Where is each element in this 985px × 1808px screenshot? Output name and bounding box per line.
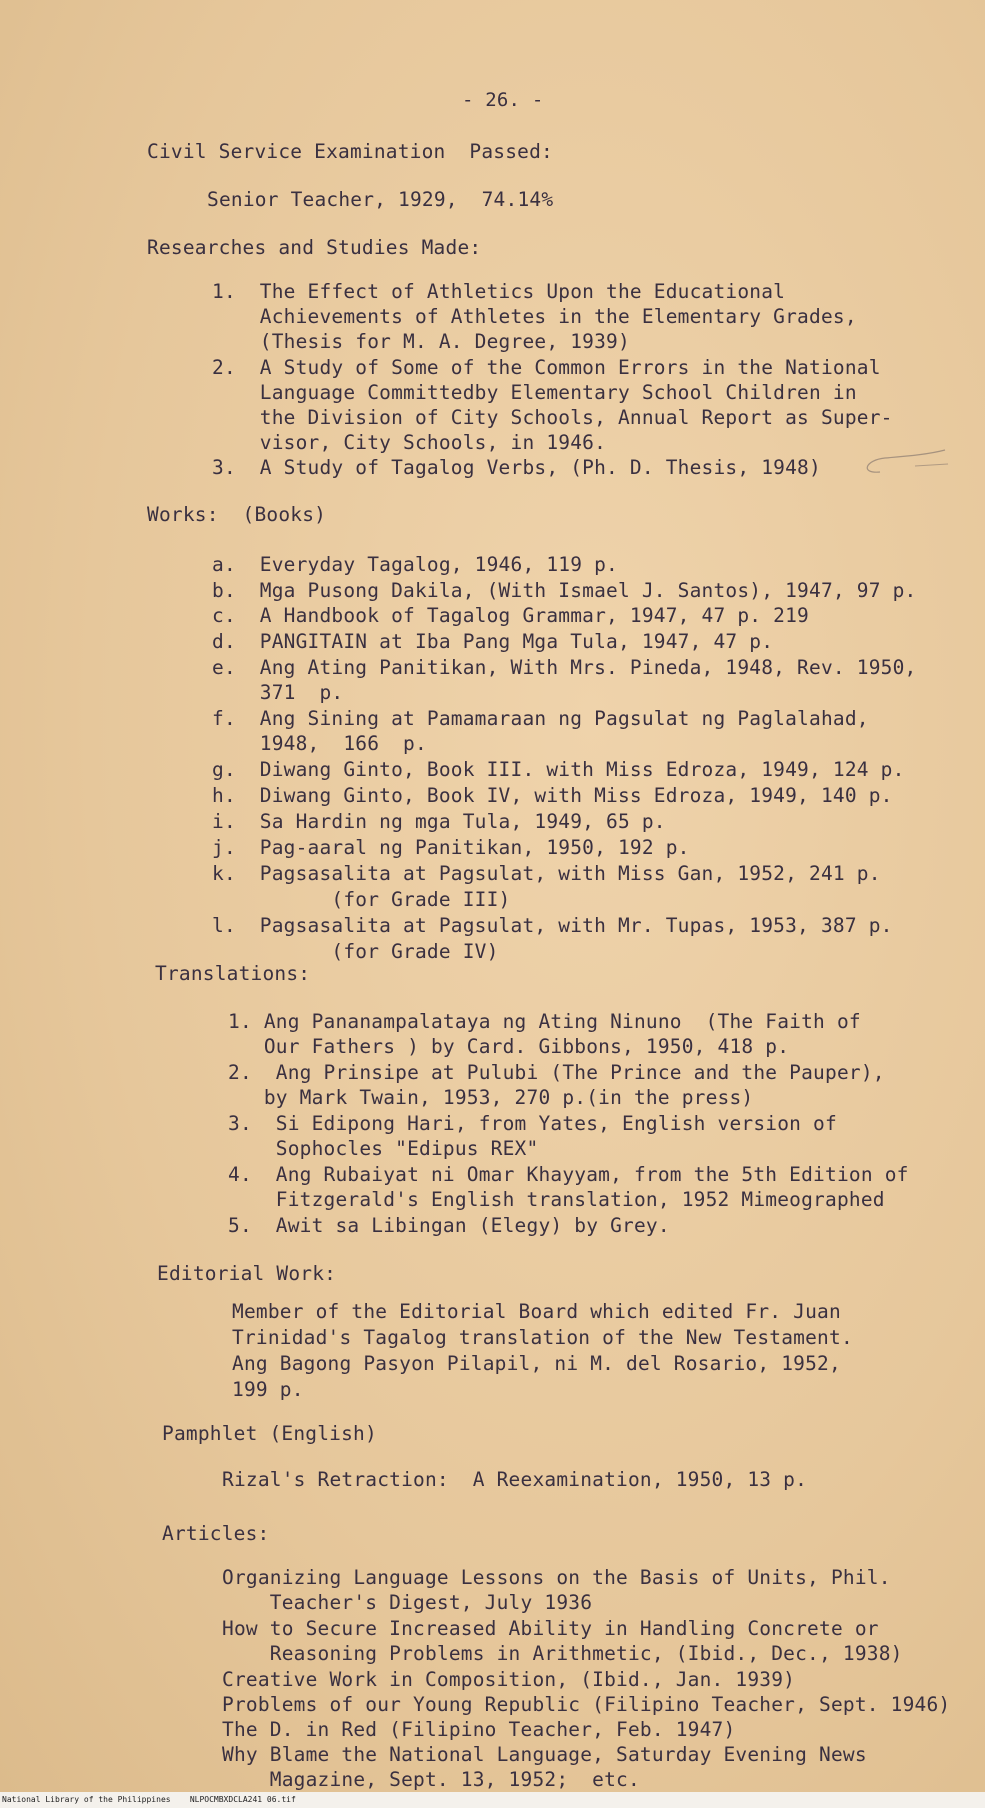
civil-service-item: Senior Teacher, 1929, 74.14% xyxy=(207,188,554,211)
pamphlet-item: Rizal's Retraction: A Reexamination, 1950, 13 p. xyxy=(222,1468,808,1491)
list-item: Magazine, Sept. 13, 1952; etc. xyxy=(222,1768,640,1791)
list-item: (for Grade IV) xyxy=(212,940,499,963)
paragraph-line: Member of the Editorial Board which edited Fr. Juan xyxy=(232,1300,841,1323)
list-item: by Mark Twain, 1953, 270 p.(in the press) xyxy=(228,1086,754,1109)
list-item: (for Grade III) xyxy=(212,888,511,911)
translations-heading: Translations: xyxy=(155,962,311,985)
list-item: d. PANGITAIN at Iba Pang Mga Tula, 1947, 47 p. xyxy=(212,630,774,653)
list-item: b. Mga Pusong Dakila, (With Ismael J. Santos), 1947, 97 p. xyxy=(212,579,917,602)
paragraph-line: Trinidad's Tagalog translation of the New Testament. xyxy=(232,1326,853,1349)
list-item: Sophocles "Edipus REX" xyxy=(228,1137,539,1160)
editorial-heading: Editorial Work: xyxy=(157,1262,337,1285)
page-number: - 26. - xyxy=(462,89,544,111)
list-item: j. Pag-aaral ng Panitikan, 1950, 192 p. xyxy=(212,836,690,859)
list-item: 1948, 166 p. xyxy=(212,732,427,755)
list-item: 2. A Study of Some of the Common Errors in the National xyxy=(212,356,881,379)
list-item: 3. Si Edipong Hari, from Yates, English version of xyxy=(228,1112,837,1135)
list-item: 3. A Study of Tagalog Verbs, (Ph. D. Thesis, 1948) xyxy=(212,456,821,479)
list-item: e. Ang Ating Panitikan, With Mrs. Pineda, 1948, Rev. 1950, xyxy=(212,656,917,679)
list-item: k. Pagsasalita at Pagsulat, with Miss Gan, 1952, 241 p. xyxy=(212,862,881,885)
list-item: The D. in Red (Filipino Teacher, Feb. 1947) xyxy=(222,1718,736,1741)
researches-heading: Researches and Studies Made: xyxy=(147,236,482,259)
list-item: 4. Ang Rubaiyat ni Omar Khayyam, from the 5th Edition of xyxy=(228,1163,909,1186)
list-item: the Division of City Schools, Annual Report as Super- xyxy=(212,406,893,429)
list-item: Problems of our Young Republic (Filipino Teacher, Sept. 1946) xyxy=(222,1693,951,1716)
list-item: f. Ang Sining at Pamamaraan ng Pagsulat ng Paglalahad, xyxy=(212,707,869,730)
civil-service-heading: Civil Service Examination Passed: xyxy=(147,140,553,163)
list-item: Language Committedby Elementary School Children in xyxy=(212,381,857,404)
list-item: 5. Awit sa Libingan (Elegy) by Grey. xyxy=(228,1214,670,1237)
list-item: Reasoning Problems in Arithmetic, (Ibid., Dec., 1938) xyxy=(222,1642,903,1665)
list-item: 371 p. xyxy=(212,681,344,704)
pamphlet-heading: Pamphlet (English) xyxy=(162,1422,377,1445)
pencil-mark-icon xyxy=(840,428,950,478)
list-item: 1. Ang Pananampalataya ng Ating Ninuno (The Faith of xyxy=(228,1010,861,1033)
list-item: i. Sa Hardin ng mga Tula, 1949, 65 p. xyxy=(212,810,666,833)
list-item: 1. The Effect of Athletics Upon the Educational xyxy=(212,280,786,303)
list-item: Fitzgerald's English translation, 1952 Mimeographed xyxy=(228,1188,885,1211)
articles-heading: Articles: xyxy=(162,1522,270,1545)
list-item: 2. Ang Prinsipe at Pulubi (The Prince and the Pauper), xyxy=(228,1061,885,1084)
list-item: Achievements of Athletes in the Elementary Grades, xyxy=(212,305,857,328)
works-heading: Works: (Books) xyxy=(147,503,327,526)
list-item: h. Diwang Ginto, Book IV, with Miss Edroza, 1949, 140 p. xyxy=(212,784,893,807)
paragraph-line: Ang Bagong Pasyon Pilapil, ni M. del Rosario, 1952, xyxy=(232,1352,841,1375)
list-item: Organizing Language Lessons on the Basis of Units, Phil. xyxy=(222,1566,891,1589)
list-item: Creative Work in Composition, (Ibid., Jan. 1939) xyxy=(222,1668,796,1691)
list-item: Why Blame the National Language, Saturday Evening News xyxy=(222,1743,867,1766)
list-item: Teacher's Digest, July 1936 xyxy=(222,1591,593,1614)
list-item: How to Secure Increased Ability in Handling Concrete or xyxy=(222,1617,879,1640)
paragraph-line: 199 p. xyxy=(232,1378,304,1401)
list-item: c. A Handbook of Tagalog Grammar, 1947, 47 p. 219 xyxy=(212,604,809,627)
list-item: l. Pagsasalita at Pagsulat, with Mr. Tupas, 1953, 387 p. xyxy=(212,914,893,937)
list-item: g. Diwang Ginto, Book III. with Miss Edroza, 1949, 124 p. xyxy=(212,758,905,781)
footer-caption: National Library of the Philippines NLPOCMBXDCLA241 06.tif xyxy=(0,1792,985,1808)
list-item: visor, City Schools, in 1946. xyxy=(212,431,607,454)
list-item: a. Everyday Tagalog, 1946, 119 p. xyxy=(212,553,618,576)
list-item: Our Fathers ) by Card. Gibbons, 1950, 418 p. xyxy=(228,1035,790,1058)
list-item: (Thesis for M. A. Degree, 1939) xyxy=(212,330,630,353)
